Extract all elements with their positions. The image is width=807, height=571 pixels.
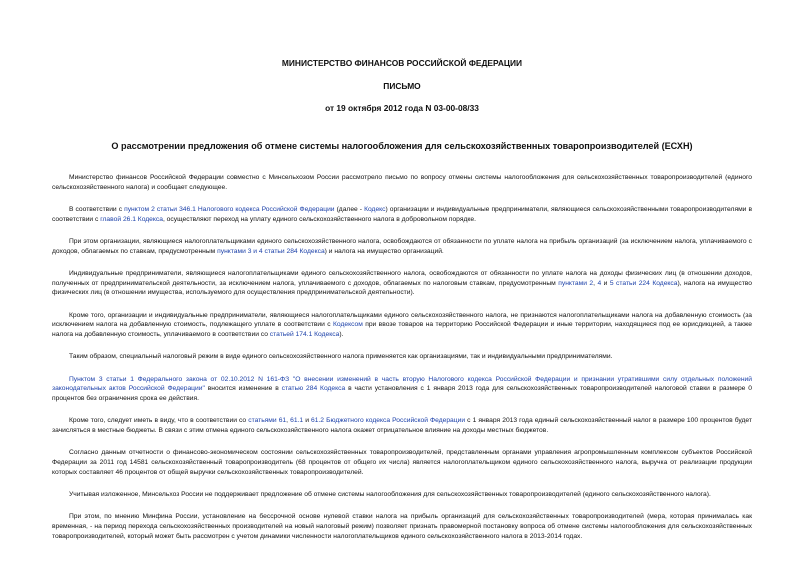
paragraph-text: и <box>601 279 610 287</box>
paragraph-text: В соответствии с <box>69 206 125 213</box>
paragraph <box>52 269 752 298</box>
paragraph <box>52 173 752 192</box>
paragraph <box>52 237 752 256</box>
law-reference-link[interactable]: Кодексом <box>333 321 363 329</box>
law-reference-link[interactable]: 5 статьи 224 Кодекса <box>609 279 678 287</box>
paragraph-text: Таким образом, специальный налоговый режим в виде единого сельскохозяйственного налога применяется как организациями, так и индивидуальными предпринимателями. <box>69 353 613 361</box>
paragraph-text: , <box>286 417 291 425</box>
paragraph <box>52 205 752 224</box>
law-reference-link[interactable]: пунктами 3 и 4 статьи 284 Кодекса <box>217 247 325 255</box>
law-reference-link[interactable]: пунктом 2 статьи 346.1 Налогового кодекса Российской Федерации <box>124 206 335 213</box>
paragraph-text: Кроме того, следует иметь в виду, что в соответствии со <box>69 417 249 425</box>
paragraph-text: При этом организации, являющиеся налогоплательщиками единого сельскохозяйственного налога, освобождаются от обязанности по уплате налога на прибыль организаций (за исключением налога, уплачиваемого с доходов, облагаемых по ставкам, предусмотренным <box>52 238 752 255</box>
paragraph <box>52 512 752 541</box>
paragraph-text: При этом, по мнению Минфина России, установление на бессрочной основе нулевой ставки налога на прибыль организаций для сельскохозяйственных товаропроизводителей (мера, которая принималась как временная, - на период перехода сельскохозяйственных производителей на новый налоговый режим) позволяет признать правомерной постановку вопроса об отмене системы налогообложения для сельскохозяйственных товаропроизводителей, который может быть рассмотрен с учетом динамики численности налогоплательщиков единого сельскохозяйственного налога в 2013-2014 годах. <box>52 513 752 540</box>
paragraph <box>52 416 752 435</box>
document-title: О рассмотрении предложения об отмене системы налогообложения для сельскохозяйственных товаропроизводителей (ЕСХН) <box>111 141 693 151</box>
document-type: ПИСЬМО <box>383 81 421 91</box>
paragraph <box>52 352 752 362</box>
paragraph-text: при ввозе товаров на территорию Российской Федерации и иные территории, находящиеся под ее юрисдикцией, а также налога на добавленную стоимость, уплачиваемого в соответствии со <box>52 321 752 339</box>
paragraph <box>52 448 752 477</box>
paragraph <box>52 311 752 340</box>
paragraph-text: ) организации и индивидуальные предприниматели, являющиеся сельскохозяйственными товаропроизводителями в соответствии с <box>52 206 753 223</box>
document-date-number: от 19 октября 2012 года N 03-00-08/33 <box>325 103 479 113</box>
paragraph-text: Кроме того, организации и индивидуальные предприниматели, являющиеся налогоплательщиками единого сельскохозяйственного налога, не признаются налогоплательщиками налога на добавленную стоимость (за исключением налога на добавленную стоимость, подлежащего уплате в соответствии с <box>52 311 752 329</box>
paragraph-text: с 1 января 2013 года единый сельскохозяйственный налог в размере 100 процентов будет зачисляться в местные бюджеты. В связи с этим отмена единого сельскохозяйственного налога окажет отрицательное влияние на доходы местных бюджетов. <box>52 417 752 435</box>
paragraph-text: Согласно данным отчетности о финансово-экономическом состоянии сельскохозяйственных товаропроизводителей, представленным органами управления агропромышленным комплексом субъектов Российской Федерации за 2011 год 14581 сельскохозяйственный товаропроизводитель (68 процентов от общего их числа) является налогоплательщиком единого сельскохозяйственного налога, выручка от реализации продукции которых составляет 46 процентов от общей выручки сельскохозяйственных товаропроизводителей. <box>52 449 752 476</box>
paragraph-text: и <box>303 417 312 425</box>
paragraph-text: в части установления с 1 января 2013 года для сельскохозяйственных товаропроизводителей налоговой ставки в размере 0 процентов без ограничения срока ее действия. <box>52 385 752 403</box>
law-reference-link[interactable]: главой 26.1 Кодекса <box>100 215 163 223</box>
law-reference-link[interactable]: Кодекс <box>364 206 386 213</box>
document-body <box>52 173 752 542</box>
paragraph-text: Министерство финансов Российской Федерации совместно с Минсельхозом России рассмотрело письмо по вопросу отмены системы налогообложения для сельскохозяйственных товаропроизводителей (единого сельскохозяйственного налога) и сообщает следующее. <box>52 174 752 191</box>
law-reference-link[interactable]: статью 284 Кодекса <box>281 385 346 393</box>
law-reference-link[interactable]: 4 <box>597 279 602 287</box>
paragraph-text: , <box>593 279 598 287</box>
paragraph-text: вносится изменение в <box>204 385 282 393</box>
paragraph-text: ). <box>339 331 344 339</box>
law-reference-link[interactable]: пунктами 2 <box>558 279 594 287</box>
law-reference-link[interactable]: статьей 174.1 Кодекса <box>269 331 340 339</box>
law-reference-link[interactable]: 61.1 <box>290 417 304 425</box>
paragraph-text: Индивидуальные предприниматели, являющиеся налогоплательщиками единого сельскохозяйственного налога, освобождаются от обязанности по уплате налога на доходы физических лиц (в отношении доходов, полученных от предпринимательской деятельности, за исключением налога, уплачиваемого с доходов, облагаемых по налоговым ставкам, предусмотренным <box>52 270 752 287</box>
paragraph-text: Учитывая изложенное, Минсельхоз России не поддерживает предложение об отмене системы налогообложения для сельскохозяйственных товаропроизводителей (единого сельскохозяйственного налога). <box>69 491 711 499</box>
paragraph-text: (далее - <box>334 206 365 213</box>
paragraph-text: ), налога на имущество физических лиц (в отношении имущества, используемого для осуществления предпринимательской деятельности). <box>52 279 753 297</box>
paragraph-text: , осуществляют переход на уплату единого сельскохозяйственного налога в добровольном порядке. <box>162 215 476 223</box>
law-reference-link[interactable]: статьями 61 <box>248 417 287 425</box>
paragraph-text: ) и налога на имущество организаций. <box>324 247 444 255</box>
ministry-heading: МИНИСТЕРСТВО ФИНАНСОВ РОССИЙСКОЙ ФЕДЕРАЦИИ <box>281 58 523 68</box>
paragraph <box>52 490 752 500</box>
law-reference-link[interactable]: Пунктом 3 статьи 1 Федерального закона от 02.10.2012 N 161-ФЗ "О внесении изменений в часть вторую Налогового кодекса Российской Федерации и признании утратившими силу отдельных положений законодательных актов Российской Федерации" <box>52 375 752 393</box>
law-reference-link[interactable]: 61.2 Бюджетного кодекса Российской Федерации <box>311 417 466 425</box>
paragraph <box>52 375 752 404</box>
